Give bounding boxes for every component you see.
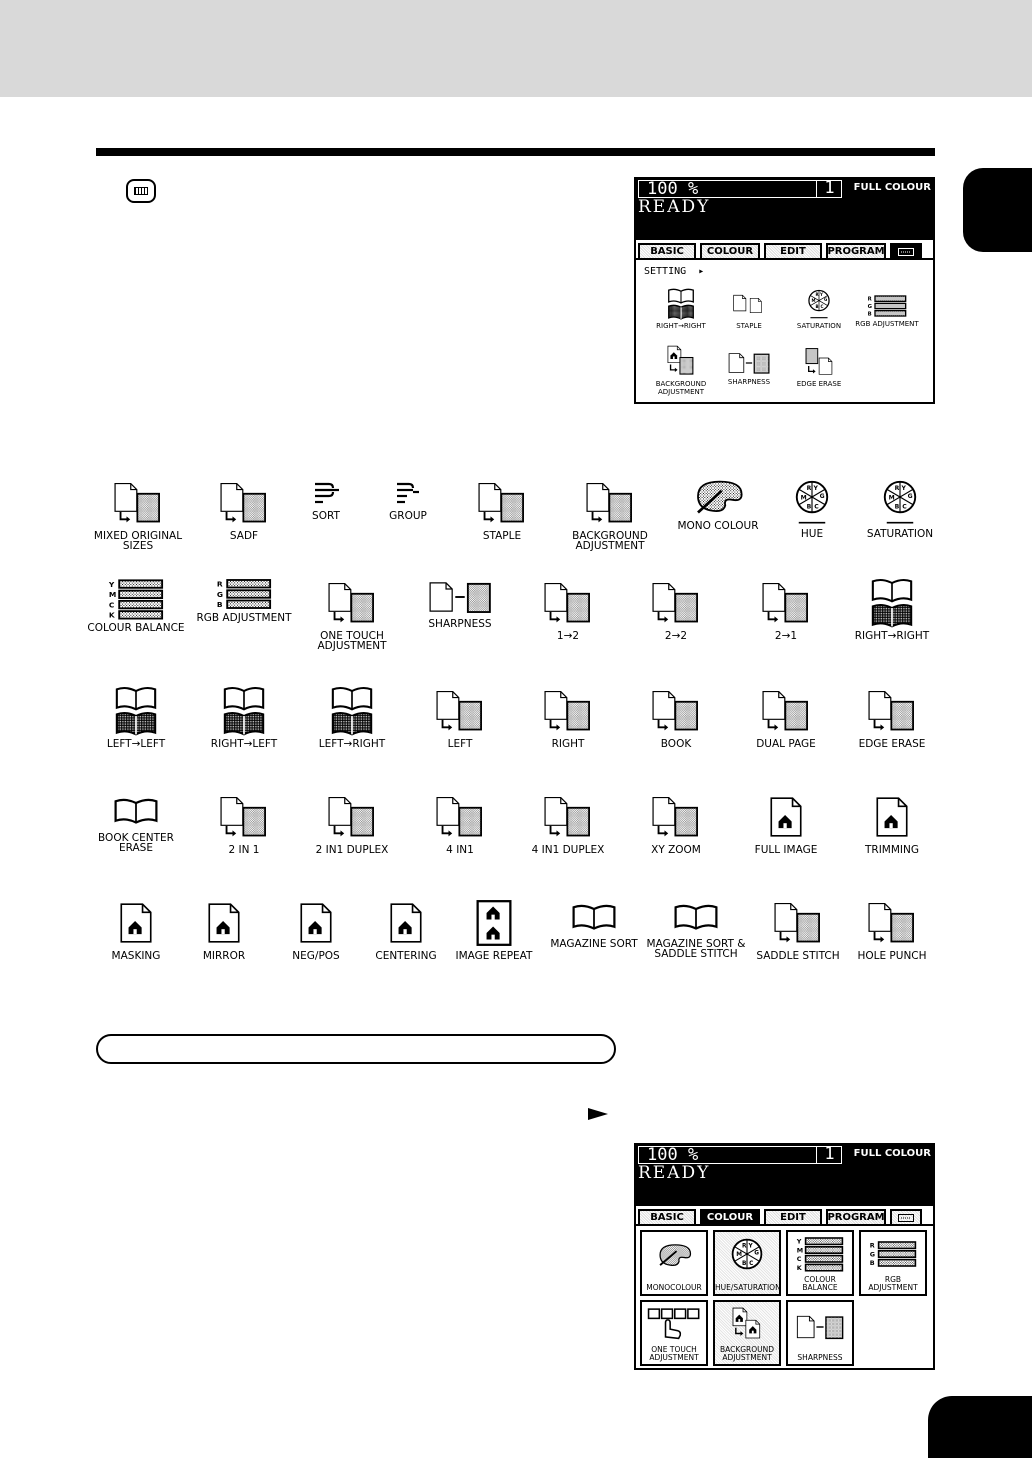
status-area <box>636 179 933 240</box>
colour-balance-button[interactable]: COLOUR BALANCE <box>786 1230 854 1296</box>
setting-screen <box>634 177 935 404</box>
function-rgb-adjustment <box>189 578 299 623</box>
tab-edit[interactable]: EDIT <box>764 1209 822 1226</box>
background-adjustment-icon <box>729 1306 765 1342</box>
function-label: 2→1 <box>774 630 798 642</box>
function-label: SADF <box>229 530 259 542</box>
function-label: 4 IN1 <box>446 844 474 856</box>
tab-basic[interactable]: BASIC <box>638 1209 696 1226</box>
function-label: RIGHT→LEFT <box>210 738 278 750</box>
sadf-icon <box>218 478 270 528</box>
section-heading-bar <box>96 1034 616 1064</box>
function-label: COLOUR BALANCE <box>87 622 185 634</box>
tab-basic[interactable]: BASIC <box>638 243 696 260</box>
right-right-icon <box>667 288 695 320</box>
function-magazine-sort <box>539 898 649 949</box>
colour-wheel-icon <box>729 1236 765 1272</box>
sharpness-icon <box>727 350 771 376</box>
function-magazine-sort-saddle-stitch <box>641 898 751 959</box>
setting-item-rgb[interactable]: RGB ADJUSTMENT <box>852 294 922 328</box>
rgb-bars-icon <box>869 1240 917 1268</box>
function-label: SATURATION <box>866 528 934 540</box>
function-label: MAGAZINE SORT & SADDLE STITCH <box>646 938 746 960</box>
ratio-readout: 100 % <box>638 180 842 198</box>
function-label: MASKING <box>111 950 161 962</box>
function-label: 2 IN1 DUPLEX <box>315 844 389 856</box>
function-label: MIRROR <box>202 950 246 962</box>
one-touch-adjustment-icon <box>326 578 378 628</box>
sharpness-icon <box>795 1312 845 1342</box>
continue-arrow-icon <box>588 1108 608 1120</box>
setting-item-staple[interactable]: STAPLE <box>714 290 784 330</box>
function-four-in-one-duplex <box>513 792 623 855</box>
copy-count: 1 <box>816 180 842 198</box>
function-label: DUAL PAGE <box>756 738 816 750</box>
function-four-in-one <box>405 792 515 855</box>
function-label: 1→2 <box>556 630 580 642</box>
trimming-icon <box>872 792 912 842</box>
one-to-two-icon <box>542 578 594 628</box>
function-label: IMAGE REPEAT <box>455 950 533 962</box>
centering-icon <box>386 898 426 948</box>
function-dual-page <box>731 686 841 749</box>
staple-icon <box>732 290 766 320</box>
colour-screen <box>634 1143 935 1370</box>
keyboard-icon <box>898 1214 914 1222</box>
two-in-one-icon <box>218 792 270 842</box>
saturation-icon <box>803 288 835 320</box>
function-one-touch-adjustment <box>297 578 407 651</box>
rgb-adjustment-icon <box>216 578 272 610</box>
function-label: SADDLE STITCH <box>756 950 840 962</box>
status-area <box>636 1145 933 1206</box>
function-label: TRIMMING <box>864 844 919 856</box>
book-center-erase-icon <box>110 792 162 830</box>
neg-pos-icon <box>296 898 336 948</box>
setting-item-sharpness[interactable]: SHARPNESS <box>714 350 784 386</box>
palette-icon <box>655 1240 693 1270</box>
function-label: EDGE ERASE <box>858 738 926 750</box>
function-label: SHARPNESS <box>428 618 492 630</box>
edge-erase-icon <box>866 686 918 736</box>
colour-body <box>636 1228 933 1368</box>
two-to-two-icon <box>650 578 702 628</box>
function-colour-balance <box>81 578 191 633</box>
setting-item-right-right[interactable]: RIGHT→RIGHT <box>646 288 716 330</box>
tab-program[interactable]: PROGRAM <box>826 1209 886 1226</box>
rgb-adjustment-icon <box>867 294 907 318</box>
function-label: RIGHT→RIGHT <box>854 630 930 642</box>
two-in-one-duplex-icon <box>326 792 378 842</box>
edge-erase-icon <box>804 346 834 378</box>
function-xy-zoom <box>621 792 731 855</box>
right-right-icon <box>871 578 913 628</box>
background-adjustment-button[interactable]: BACKGROUND ADJUSTMENT <box>713 1300 781 1366</box>
mirror-icon <box>204 898 244 948</box>
function-label: RIGHT <box>551 738 585 750</box>
function-image-repeat <box>439 898 549 961</box>
saddle-stitch-icon <box>772 898 824 948</box>
function-label: CENTERING <box>375 950 437 962</box>
function-label: GROUP <box>389 510 427 522</box>
ready-message: READY <box>638 1163 711 1183</box>
function-label: FULL IMAGE <box>754 844 818 856</box>
saturation-icon <box>875 478 925 526</box>
function-label: BOOK CENTER ERASE <box>98 832 174 854</box>
two-to-one-icon <box>760 578 812 628</box>
function-left <box>405 686 515 749</box>
function-label: SORT <box>312 510 340 522</box>
function-left-right <box>297 686 407 749</box>
function-label: XY ZOOM <box>651 844 701 856</box>
setting-item-edge-erase[interactable]: EDGE ERASE <box>784 346 854 388</box>
function-two-in-one-duplex <box>297 792 407 855</box>
staple-icon <box>476 478 528 528</box>
setting-item-background[interactable]: BACKGROUND ADJUSTMENT <box>646 344 716 396</box>
function-right-left <box>189 686 299 749</box>
group-icon <box>393 478 423 508</box>
function-mixed-original-sizes <box>83 478 193 551</box>
copy-count: 1 <box>816 1146 842 1164</box>
rgb-adjustment-button[interactable]: RGB ADJUSTMENT <box>859 1230 927 1296</box>
xy-zoom-icon <box>650 792 702 842</box>
tab-user-functions[interactable] <box>890 243 922 260</box>
function-label: LEFT→RIGHT <box>318 738 386 750</box>
left-left-icon <box>115 686 157 736</box>
page-number-tab <box>928 1396 1032 1458</box>
function-label: NEG/POS <box>292 950 340 962</box>
header-band <box>0 0 1032 97</box>
four-in-one-icon <box>434 792 486 842</box>
user-functions-key-icon <box>126 179 156 203</box>
left-icon <box>434 686 486 736</box>
hue-saturation-button[interactable]: HUE/SATURATION <box>713 1230 781 1296</box>
sharpness-button[interactable]: SHARPNESS <box>786 1300 854 1366</box>
four-in-one-duplex-icon <box>542 792 594 842</box>
ready-message: READY <box>638 197 711 217</box>
left-right-icon <box>331 686 373 736</box>
hole-punch-icon <box>866 898 918 948</box>
function-label: 4 IN1 DUPLEX <box>531 844 605 856</box>
right-left-icon <box>223 686 265 736</box>
function-background-adjustment <box>555 478 665 551</box>
ratio-readout: 100 % <box>638 1146 842 1164</box>
function-label: LEFT <box>447 738 473 750</box>
function-label: HUE <box>800 528 824 540</box>
mono-colour-icon <box>690 478 746 518</box>
colour-mode: FULL COLOUR <box>853 1148 931 1159</box>
one-touch-icon <box>647 1306 701 1340</box>
image-repeat-icon <box>474 898 514 948</box>
function-label: MIXED ORIGINAL SIZES <box>93 530 183 552</box>
background-adjustment-icon <box>666 344 696 378</box>
book-icon <box>650 686 702 736</box>
keyboard-icon <box>898 248 914 256</box>
function-label: HOLE PUNCH <box>857 950 927 962</box>
one-touch-adjustment-button[interactable]: ONE TOUCH ADJUSTMENT <box>640 1300 708 1366</box>
function-right-right <box>837 578 947 641</box>
magazine-sort-saddle-stitch-icon <box>670 898 722 936</box>
function-label: LEFT→LEFT <box>106 738 166 750</box>
function-label: ONE TOUCH ADJUSTMENT <box>317 630 387 652</box>
tab-colour[interactable]: COLOUR <box>700 1209 760 1226</box>
tab-bar <box>636 240 933 260</box>
sort-icon <box>311 478 341 508</box>
sharpness-icon <box>427 578 493 616</box>
tab-colour[interactable]: COLOUR <box>700 243 760 260</box>
hue-icon <box>787 478 837 526</box>
function-label: STAPLE <box>482 530 522 542</box>
section-rule <box>96 148 935 156</box>
function-two-to-two <box>621 578 731 641</box>
monocolour-button[interactable]: MONOCOLOUR <box>640 1230 708 1296</box>
function-label: 2→2 <box>664 630 688 642</box>
setting-body <box>636 262 933 402</box>
function-label: RGB ADJUSTMENT <box>196 612 292 624</box>
masking-icon <box>116 898 156 948</box>
function-hole-punch <box>837 898 947 961</box>
function-book-center-erase <box>81 792 191 853</box>
chapter-tab <box>963 168 1032 252</box>
function-label: BOOK <box>660 738 692 750</box>
right-icon <box>542 686 594 736</box>
function-trimming <box>837 792 947 855</box>
function-right <box>513 686 623 749</box>
magazine-sort-icon <box>568 898 620 936</box>
full-image-icon <box>766 792 806 842</box>
function-full-image <box>731 792 841 855</box>
function-one-to-two <box>513 578 623 641</box>
mixed-original-sizes-icon <box>112 478 164 528</box>
function-label: MAGAZINE SORT <box>550 938 638 950</box>
function-book <box>621 686 731 749</box>
function-label: MONO COLOUR <box>677 520 759 532</box>
function-staple <box>447 478 557 541</box>
function-label: 2 IN 1 <box>228 844 260 856</box>
tab-program[interactable]: PROGRAM <box>826 243 886 260</box>
colour-balance-icon <box>108 578 164 620</box>
function-two-to-one <box>731 578 841 641</box>
function-sharpness <box>405 578 515 629</box>
colour-mode: FULL COLOUR <box>853 182 931 193</box>
ymck-bars-icon <box>796 1236 844 1272</box>
dual-page-icon <box>760 686 812 736</box>
setting-item-saturation[interactable]: SATURATION <box>784 288 854 330</box>
function-left-left <box>81 686 191 749</box>
function-two-in-one <box>189 792 299 855</box>
background-adjustment-icon <box>584 478 636 528</box>
tab-user-functions[interactable] <box>890 1209 922 1226</box>
function-saturation <box>845 478 955 539</box>
setting-label: SETTING ▸ <box>644 266 705 277</box>
tab-edit[interactable]: EDIT <box>764 243 822 260</box>
function-edge-erase <box>837 686 947 749</box>
function-label: BACKGROUND ADJUSTMENT <box>572 530 648 552</box>
tab-bar <box>636 1206 933 1226</box>
